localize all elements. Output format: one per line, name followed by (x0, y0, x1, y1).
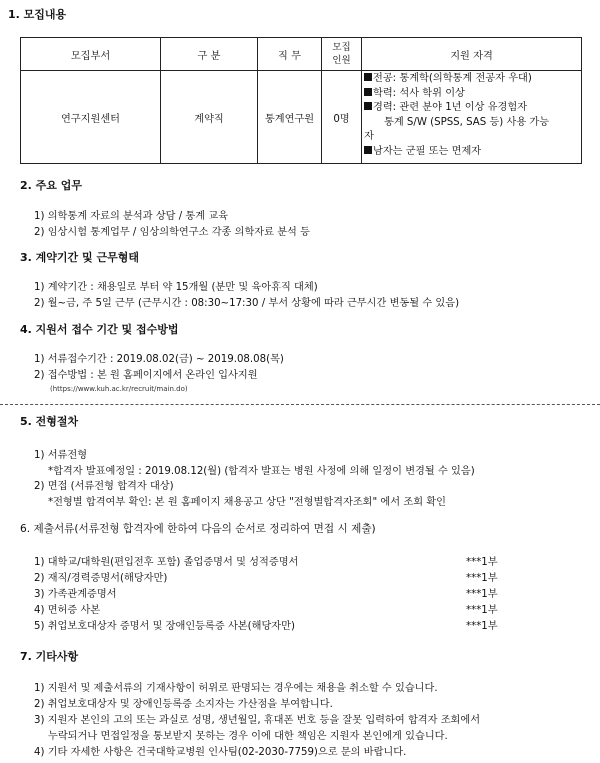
process-note-1: *합격자 발표예정일 : 2019.08.12(월) (합격자 발표는 병원 사정에 의해 일정이 변경될 수 있음) (48, 466, 475, 477)
doc-qty-3: ***1부 (466, 589, 498, 600)
qual-degree (364, 87, 579, 102)
process-step-1: 1) 서류전형 (34, 450, 88, 461)
doc-item-3: 3) 가족관계증명서 (34, 589, 117, 600)
cell-type: 계약직 (161, 71, 258, 164)
table-header-row (21, 38, 582, 71)
section-3-title: 3. 계약기간 및 근무형태 (20, 251, 139, 264)
doc-item-5: 5) 취업보호대상자 증명서 및 장애인등록증 사본(해당자만) (34, 621, 295, 632)
square-bullet-icon (364, 73, 372, 81)
doc-qty-5: ***1부 (466, 621, 498, 632)
header-count-line2: 인원 (332, 55, 351, 66)
qual-experience-text: 경력: 관련 분야 1년 이상 유경험자 (373, 102, 528, 113)
section-6-title: 6. 제출서류(서류전형 합격자에 한하여 다음의 순서로 정리하여 면접 시 제출) (20, 523, 376, 535)
note-3: 3) 지원자 본인의 고의 또는 과실로 성명, 생년월일, 휴대폰 번호 등을 잘못 입력하여 합격자 조회에서 (34, 715, 481, 726)
qual-military (364, 145, 579, 160)
table-row (21, 71, 582, 164)
recruitment-table (20, 37, 582, 164)
contract-item-1: 1) 계약기간 : 채용일로 부터 약 15개월 (분만 및 육아휴직 대체) (34, 282, 318, 293)
doc-item-1: 1) 대학교/대학원(편입전후 포함) 졸업증명서 및 성적증명서 (34, 557, 299, 568)
section-7-title: 7. 기타사항 (20, 650, 79, 663)
application-item-2: 2) 접수방법 : 본 원 홈페이지에서 온라인 입사지원 (34, 370, 258, 381)
qual-major (364, 72, 579, 87)
header-count (322, 38, 362, 71)
section-5-title: 5. 전형절차 (20, 415, 79, 428)
doc-qty-2: ***1부 (466, 573, 498, 584)
note-1: 1) 지원서 및 제출서류의 기재사항이 허위로 판명되는 경우에는 채용을 취소할 수 있습니다. (34, 683, 438, 694)
doc-qty-1: ***1부 (466, 557, 498, 568)
qual-degree-text: 학력: 석사 학위 이상 (373, 87, 465, 99)
section-1-title: 1. 모집내용 (8, 8, 67, 21)
square-bullet-icon (364, 88, 372, 96)
qual-experience (364, 101, 579, 116)
contract-item-2: 2) 월~금, 주 5일 근무 (근무시간 : 08:30~17:30 / 부서 상황에 따라 근무시간 변동될 수 있음) (34, 298, 460, 309)
square-bullet-icon (364, 102, 372, 110)
header-count-line1: 모집 (332, 42, 351, 53)
doc-item-4: 4) 면허증 사본 (34, 605, 101, 616)
process-step-2: 2) 면접 (서류전형 합격자 대상) (34, 481, 174, 492)
note-2: 2) 취업보호대상자 및 장애인등록증 소지자는 가산점을 부여합니다. (34, 699, 333, 710)
doc-qty-4: ***1부 (466, 605, 498, 616)
header-dept: 모집부서 (21, 38, 161, 71)
duty-item-1: 1) 의학통계 자료의 분석과 상담 / 통계 교육 (34, 211, 229, 222)
note-4: 4) 기타 자세한 사항은 건국대학교병원 인사팀(02-2030-7759)으로 문의 바랍니다. (34, 747, 407, 758)
process-note-2: *전형별 합격여부 확인: 본 원 홈페이지 채용공고 상단 "전형별합격자조회" 에서 조회 확인 (48, 497, 446, 508)
header-job: 직 무 (258, 38, 322, 71)
recruit-url-link[interactable]: (https://www.kuh.ac.kr/recruit/main.do) (50, 385, 188, 393)
section-4-title: 4. 지원서 접수 기간 및 접수방법 (20, 323, 179, 336)
qual-major-text: 전공: 통계학(의학통계 전공자 우대) (373, 73, 532, 84)
square-bullet-icon (364, 146, 372, 154)
qual-software: 통계 S/W (SPSS, SAS 등) 사용 가능 (384, 116, 550, 128)
application-item-1: 1) 서류접수기간 : 2019.08.02(금) ~ 2019.08.08(목) (34, 354, 284, 365)
note-3-cont: 누락되거나 면접일정을 통보받지 못하는 경우 이에 대한 책임은 지원자 본인에게 있습니다. (48, 731, 448, 742)
page-divider (0, 404, 600, 405)
header-type: 구 분 (161, 38, 258, 71)
section-2-title: 2. 주요 업무 (20, 179, 82, 192)
cell-job: 통계연구원 (258, 71, 322, 164)
cell-dept: 연구지원센터 (21, 71, 161, 164)
qual-military-text: 남자는 군필 또는 면제자 (373, 145, 482, 157)
duty-item-2: 2) 임상시험 통계업무 / 임상의학연구소 각종 의학자료 분석 등 (34, 227, 310, 238)
cell-qualifications (362, 71, 582, 164)
qual-software-wrap: 자 (364, 131, 374, 142)
header-qualifications: 지원 자격 (362, 38, 582, 71)
cell-count: 0명 (322, 71, 362, 164)
doc-item-2: 2) 재직/경력증명서(해당자만) (34, 573, 168, 584)
